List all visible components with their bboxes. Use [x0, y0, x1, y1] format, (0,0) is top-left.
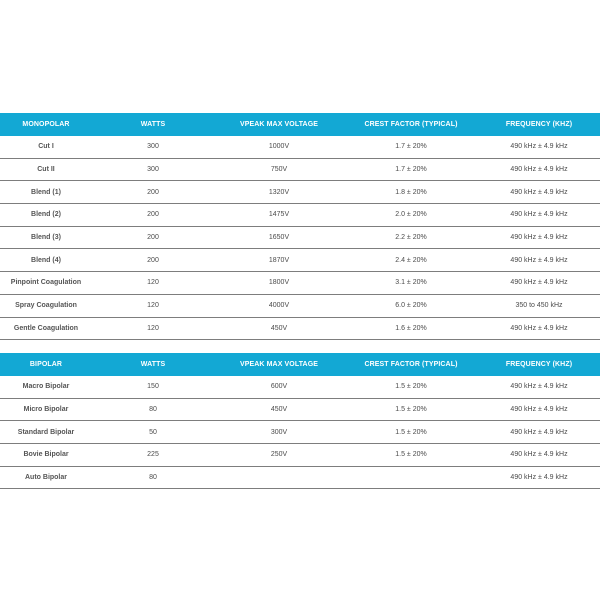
watts-cell: 80 — [92, 466, 214, 489]
mode-cell: Cut I — [0, 136, 92, 158]
crest-cell: 1.5 ± 20% — [344, 398, 478, 421]
mode-cell: Bovie Bipolar — [0, 444, 92, 467]
table-row — [0, 226, 600, 249]
table-row — [0, 204, 600, 227]
voltage-cell: 300V — [214, 421, 344, 444]
header-row — [0, 113, 600, 136]
table-row — [0, 181, 600, 204]
crest-cell: 1.8 ± 20% — [344, 181, 478, 204]
frequency-cell: 490 kHz ± 4.9 kHz — [478, 466, 600, 489]
watts-cell: 200 — [92, 226, 214, 249]
crest-cell: 1.6 ± 20% — [344, 317, 478, 340]
crest-cell: 1.5 ± 20% — [344, 444, 478, 467]
table-row — [0, 421, 600, 444]
table-row — [0, 398, 600, 421]
mode-cell: Standard Bipolar — [0, 421, 92, 444]
watts-cell: 225 — [92, 444, 214, 467]
watts-cell: 80 — [92, 398, 214, 421]
frequency-cell: 490 kHz ± 4.9 kHz — [478, 272, 600, 295]
mode-cell: Blend (4) — [0, 249, 92, 272]
frequency-cell: 490 kHz ± 4.9 kHz — [478, 136, 600, 158]
voltage-cell: 750V — [214, 158, 344, 181]
crest-cell: 2.0 ± 20% — [344, 204, 478, 227]
header-mode: MONOPOLAR — [0, 113, 92, 136]
crest-cell: 1.5 ± 20% — [344, 421, 478, 444]
voltage-cell: 600V — [214, 376, 344, 398]
table-row — [0, 136, 600, 158]
frequency-cell: 490 kHz ± 4.9 kHz — [478, 158, 600, 181]
mode-cell: Cut II — [0, 158, 92, 181]
table-row — [0, 249, 600, 272]
crest-cell: 1.7 ± 20% — [344, 158, 478, 181]
header-voltage: VPEAK MAX VOLTAGE — [214, 353, 344, 376]
mode-cell: Micro Bipolar — [0, 398, 92, 421]
watts-cell: 120 — [92, 294, 214, 317]
voltage-cell: 250V — [214, 444, 344, 467]
voltage-cell: 450V — [214, 317, 344, 340]
header-row — [0, 353, 600, 376]
voltage-cell: 1650V — [214, 226, 344, 249]
watts-cell: 300 — [92, 158, 214, 181]
header-watts: WATTS — [92, 113, 214, 136]
bipolar-header — [0, 353, 600, 376]
mode-cell: Auto Bipolar — [0, 466, 92, 489]
table-row — [0, 272, 600, 295]
voltage-cell: 1475V — [214, 204, 344, 227]
watts-cell: 120 — [92, 317, 214, 340]
watts-cell: 200 — [92, 204, 214, 227]
mode-cell: Pinpoint Coagulation — [0, 272, 92, 295]
header-frequency: FREQUENCY (KHZ) — [478, 353, 600, 376]
voltage-cell: 1000V — [214, 136, 344, 158]
monopolar-body — [0, 136, 600, 340]
voltage-cell: 1870V — [214, 249, 344, 272]
voltage-cell — [214, 466, 344, 489]
header-mode: BIPOLAR — [0, 353, 92, 376]
frequency-cell: 350 to 450 kHz — [478, 294, 600, 317]
header-frequency: FREQUENCY (KHZ) — [478, 113, 600, 136]
mode-cell: Spray Coagulation — [0, 294, 92, 317]
watts-cell: 300 — [92, 136, 214, 158]
mode-cell: Blend (1) — [0, 181, 92, 204]
crest-cell — [344, 466, 478, 489]
bipolar-table — [0, 353, 600, 489]
table-row — [0, 466, 600, 489]
table-row — [0, 294, 600, 317]
frequency-cell: 490 kHz ± 4.9 kHz — [478, 226, 600, 249]
voltage-cell: 1800V — [214, 272, 344, 295]
monopolar-table — [0, 113, 600, 340]
frequency-cell: 490 kHz ± 4.9 kHz — [478, 421, 600, 444]
table-row — [0, 317, 600, 340]
watts-cell: 200 — [92, 181, 214, 204]
mode-cell: Blend (2) — [0, 204, 92, 227]
watts-cell: 50 — [92, 421, 214, 444]
crest-cell: 2.2 ± 20% — [344, 226, 478, 249]
header-crest-factor: CREST FACTOR (TYPICAL) — [344, 113, 478, 136]
header-crest-factor: CREST FACTOR (TYPICAL) — [344, 353, 478, 376]
frequency-cell: 490 kHz ± 4.9 kHz — [478, 204, 600, 227]
monopolar-header — [0, 113, 600, 136]
crest-cell: 1.5 ± 20% — [344, 376, 478, 398]
bipolar-body — [0, 376, 600, 489]
mode-cell: Macro Bipolar — [0, 376, 92, 398]
voltage-cell: 1320V — [214, 181, 344, 204]
crest-cell: 1.7 ± 20% — [344, 136, 478, 158]
frequency-cell: 490 kHz ± 4.9 kHz — [478, 398, 600, 421]
frequency-cell: 490 kHz ± 4.9 kHz — [478, 376, 600, 398]
crest-cell: 2.4 ± 20% — [344, 249, 478, 272]
crest-cell: 3.1 ± 20% — [344, 272, 478, 295]
mode-cell: Gentle Coagulation — [0, 317, 92, 340]
table-row — [0, 158, 600, 181]
table-row — [0, 376, 600, 398]
watts-cell: 120 — [92, 272, 214, 295]
header-voltage: VPEAK MAX VOLTAGE — [214, 113, 344, 136]
mode-cell: Blend (3) — [0, 226, 92, 249]
table-row — [0, 444, 600, 467]
frequency-cell: 490 kHz ± 4.9 kHz — [478, 181, 600, 204]
frequency-cell: 490 kHz ± 4.9 kHz — [478, 317, 600, 340]
watts-cell: 150 — [92, 376, 214, 398]
header-watts: WATTS — [92, 353, 214, 376]
voltage-cell: 4000V — [214, 294, 344, 317]
crest-cell: 6.0 ± 20% — [344, 294, 478, 317]
voltage-cell: 450V — [214, 398, 344, 421]
frequency-cell: 490 kHz ± 4.9 kHz — [478, 444, 600, 467]
watts-cell: 200 — [92, 249, 214, 272]
frequency-cell: 490 kHz ± 4.9 kHz — [478, 249, 600, 272]
